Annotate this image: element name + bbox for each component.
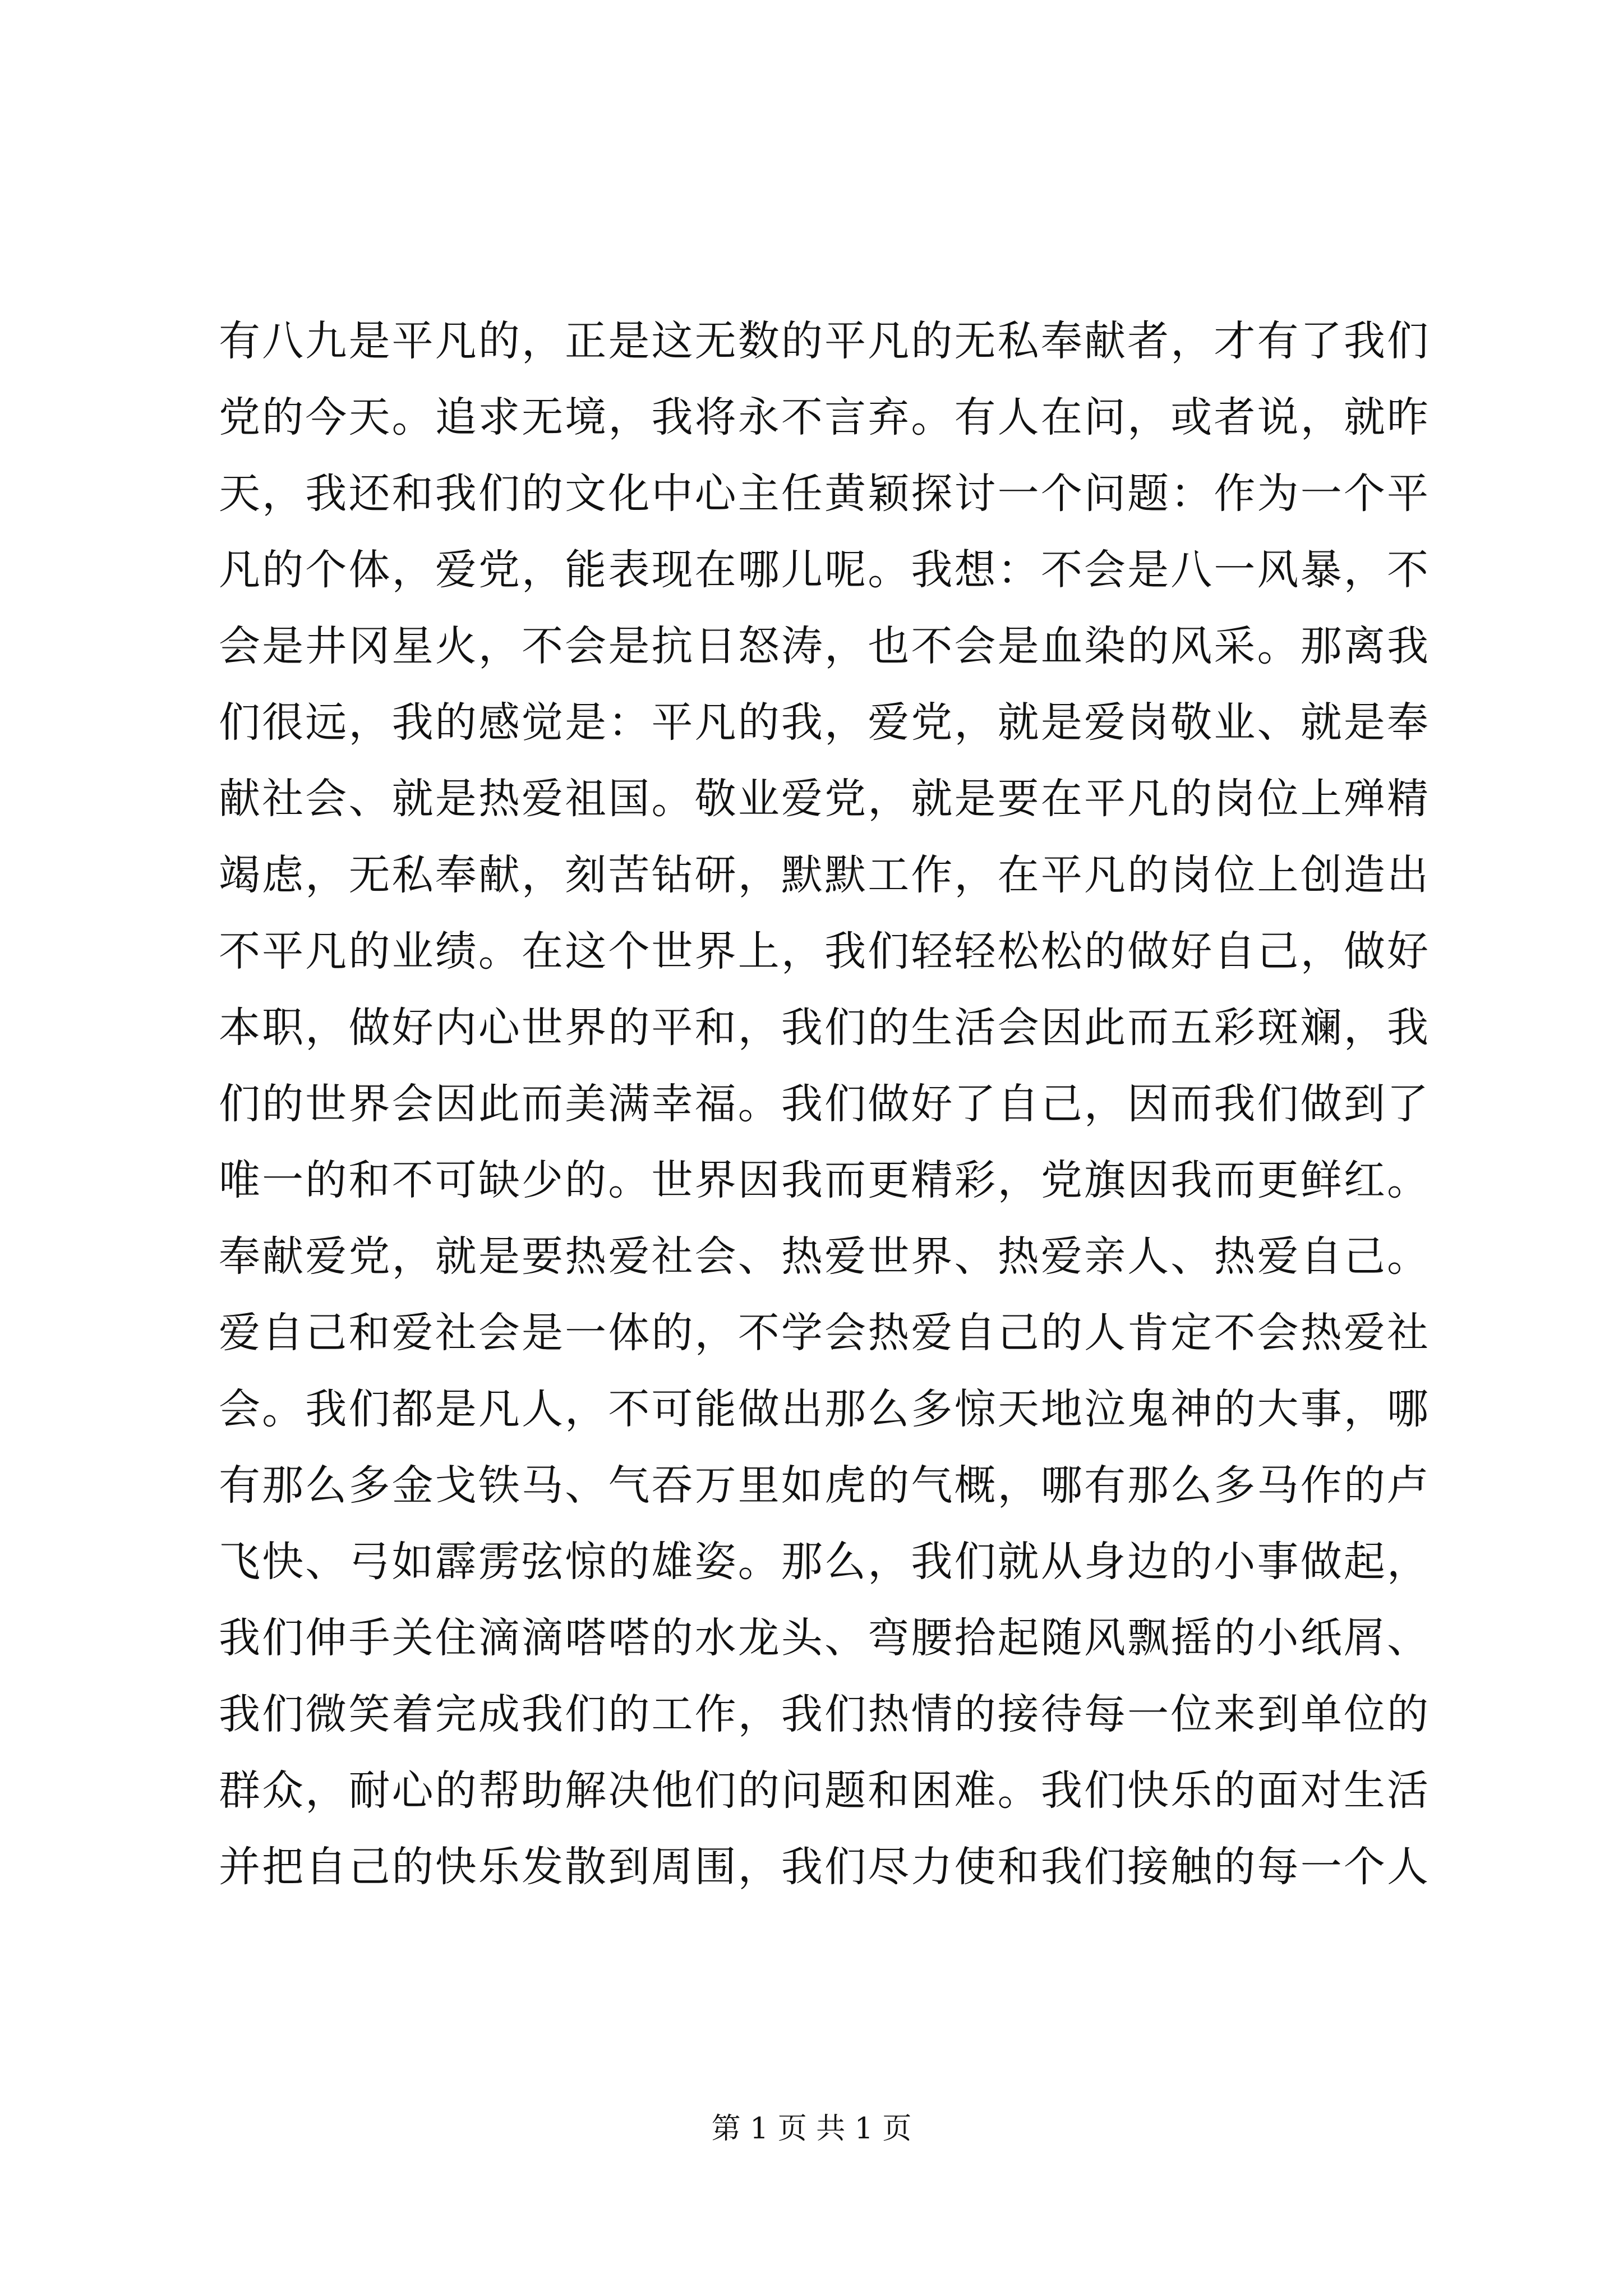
text-line: 本职，做好内心世界的平和，我们的生活会因此而五彩斑斓，我 (219, 1004, 1430, 1052)
text-line: 有八九是平凡的，正是这无数的平凡的无私奉献者，才有了我们 (219, 317, 1430, 365)
text-line: 会。我们都是凡人，不可能做出那么多惊天地泣鬼神的大事，哪 (219, 1385, 1430, 1433)
text-line: 并把自己的快乐发散到周围，我们尽力使和我们接触的每一个人 (219, 1843, 1430, 1891)
text-line: 我们伸手关住滴滴嗒嗒的水龙头、弯腰拾起随风飘摇的小纸屑、 (219, 1614, 1430, 1662)
text-line: 党的今天。追求无境，我将永不言弃。有人在问，或者说，就昨 (219, 393, 1430, 441)
text-line: 凡的个体，爱党，能表现在哪儿呢。我想：不会是八一风暴，不 (219, 546, 1430, 594)
text-line: 我们微笑着完成我们的工作，我们热情的接待每一位来到单位的 (219, 1690, 1430, 1738)
text-line: 有那么多金戈铁马、气吞万里如虎的气概，哪有那么多马作的卢 (219, 1461, 1430, 1510)
text-line: 天，我还和我们的文化中心主任黄颖探讨一个问题：作为一个平 (219, 470, 1430, 518)
text-line: 竭虑，无私奉献，刻苦钻研，默默工作，在平凡的岗位上创造出 (219, 851, 1430, 899)
text-line: 们很远，我的感觉是：平凡的我，爱党，就是爱岗敬业、就是奉 (219, 698, 1430, 747)
page-footer: 第 1 页 共 1 页 (711, 2112, 912, 2146)
text-line: 飞快、弓如霹雳弦惊的雄姿。那么，我们就从身边的小事做起， (219, 1538, 1430, 1586)
text-line: 献社会、就是热爱祖国。敬业爱党，就是要在平凡的岗位上殚精 (219, 775, 1430, 823)
text-line: 会是井冈星火，不会是抗日怒涛，也不会是血染的风采。那离我 (219, 622, 1430, 670)
text-line: 爱自己和爱社会是一体的，不学会热爱自己的人肯定不会热爱社 (219, 1309, 1430, 1357)
text-line: 群众，耐心的帮助解决他们的问题和困难。我们快乐的面对生活 (219, 1766, 1430, 1815)
text-line: 唯一的和不可缺少的。世界因我而更精彩，党旗因我而更鲜红。 (219, 1156, 1430, 1204)
body-text (219, 303, 1430, 1905)
text-line: 不平凡的业绩。在这个世界上，我们轻轻松松的做好自己，做好 (219, 927, 1430, 976)
text-line: 奉献爱党，就是要热爱社会、热爱世界、热爱亲人、热爱自己。 (219, 1232, 1430, 1281)
text-line: 们的世界会因此而美满幸福。我们做好了自己，因而我们做到了 (219, 1080, 1430, 1128)
